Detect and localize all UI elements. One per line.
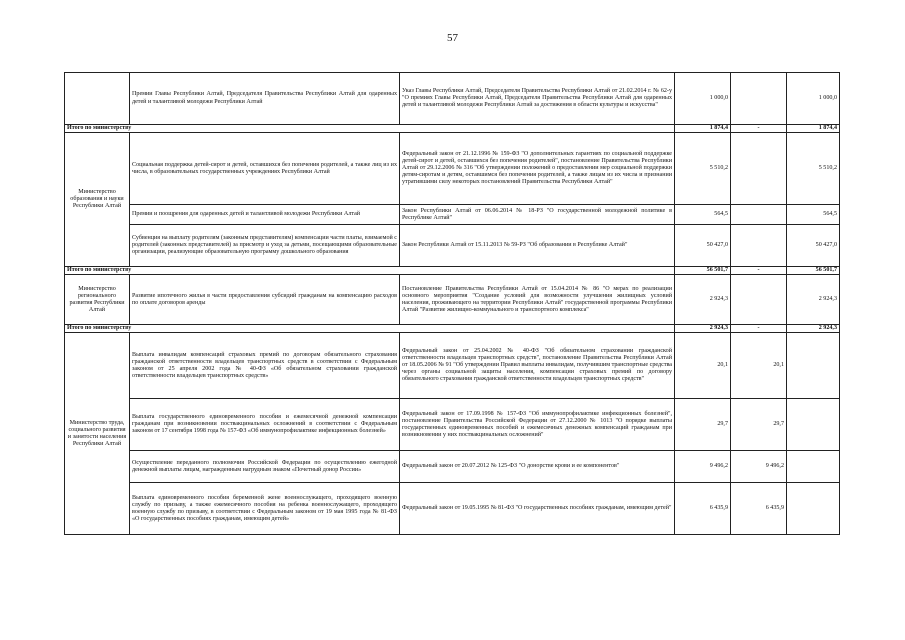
table-row xyxy=(65,133,840,205)
total-amount-cell: 29,7 xyxy=(675,399,731,451)
total-amount-cell: 2 924,3 xyxy=(675,275,731,325)
table-row xyxy=(65,225,840,267)
purpose-cell: Премии и поощрения для одаренных детей и талантливой молодежи Республики Алтай xyxy=(130,205,400,225)
legal-basis-cell: Указ Главы Республики Алтай, Председателя Правительства Республики Алтай от 21.02.2014 г. № 62-у "О премиях Главы Республики Алтай, Председателя Правительства Республики Алтай для одаренных детей и талантливой молодежи Республики Алтай за достижения в области культуры и искусства" xyxy=(400,73,675,125)
total-amount-cell: 1 000,0 xyxy=(675,73,731,125)
purpose-cell: Субвенция на выплату родителям (законным представителям) компенсации части платы, взимаемой с родителей (законных представителей) за присмотр и уход за детьми, посещающими образовательные организации, реализующие образовательную программу дошкольного образования xyxy=(130,225,400,267)
table-row xyxy=(65,451,840,483)
table-row xyxy=(65,205,840,225)
legal-basis-cell: Федеральный закон от 19.05.1995 № 81-ФЗ "О государственных пособиях гражданам, имеющим детей" xyxy=(400,483,675,535)
ministry-cell: Министерство труда, социального развития и занятости населения Республики Алтай xyxy=(65,333,130,535)
legal-basis-cell: Закон Республики Алтай от 15.11.2013 № 59-РЗ "Об образовании в Республике Алтай" xyxy=(400,225,675,267)
subtotal-row xyxy=(65,325,840,333)
federal-amount-cell xyxy=(731,205,787,225)
federal-amount-cell: 6 435,9 xyxy=(731,483,787,535)
federal-amount-cell xyxy=(731,73,787,125)
subtotal-federal: - xyxy=(731,267,787,275)
purpose-cell: Социальная поддержка детей-сирот и детей, оставшихся без попечения родителей, а также лиц из их числа, в образовательных государственных учреждениях Республики Алтай xyxy=(130,133,400,205)
purpose-cell: Выплата инвалидам компенсаций страховых премий по договорам обязательного страхования гражданской ответственности владельцев транспортных средств в соответствии с Федеральным законом от 25 апреля 2002 года № 40-ФЗ «Об обязательном страховании гражданской ответственности владельцев транспортных средств» xyxy=(130,333,400,399)
total-amount-cell: 564,5 xyxy=(675,205,731,225)
legal-basis-cell: Федеральный закон от 20.07.2012 № 125-ФЗ "О донорстве крови и ее компонентов" xyxy=(400,451,675,483)
legal-basis-cell: Федеральный закон от 17.09.1998 № 157-ФЗ "Об иммунопрофилактике инфекционных болезней", постановление Правительства Российской Федерации от 27.12.2000 № 1013 "О порядке выплаты государственных единовременных пособий и ежемесячных денежных компенсаций гражданам при возникновении у них поствакцинальных осложнений" xyxy=(400,399,675,451)
purpose-cell: Премии Главы Республики Алтай, Председателя Правительства Республики Алтай для одаренных детей и талантливой молодежи Республики Алтай xyxy=(130,73,400,125)
total-amount-cell: 20,1 xyxy=(675,333,731,399)
table-row xyxy=(65,73,840,125)
subtotal-federal: - xyxy=(731,125,787,133)
regional-amount-cell: 5 510,2 xyxy=(787,133,840,205)
subtotal-total: 2 924,3 xyxy=(675,325,731,333)
subtotal-regional: 56 501,7 xyxy=(787,267,840,275)
total-amount-cell: 9 496,2 xyxy=(675,451,731,483)
regional-amount-cell xyxy=(787,333,840,399)
regional-amount-cell xyxy=(787,399,840,451)
table-row xyxy=(65,399,840,451)
total-amount-cell: 6 435,9 xyxy=(675,483,731,535)
regional-amount-cell: 1 000,0 xyxy=(787,73,840,125)
federal-amount-cell xyxy=(731,225,787,267)
purpose-cell: Осуществление переданного полномочия Российской Федерации по осуществлению ежегодной денежной выплаты лицам, награжденным нагрудным знаком «Почетный донор России» xyxy=(130,451,400,483)
federal-amount-cell xyxy=(731,133,787,205)
federal-amount-cell: 20,1 xyxy=(731,333,787,399)
federal-amount-cell: 9 496,2 xyxy=(731,451,787,483)
legal-basis-cell: Федеральный закон от 21.12.1996 № 159-ФЗ "О дополнительных гарантиях по социальной поддержке детей-сирот и детей, оставшихся без попечения родителей", постановление Правительства Республики Алтай от 29.12.2006 № 316 "Об утверждении положений о предоставлении мер социальной поддержки детям-сиротам и детям, оставшимся без попечения родителей, а также лицам из их числа и признании утратившими силу некоторых постановлений Правительства Республики Алтай" xyxy=(400,133,675,205)
subtotal-regional: 1 874,4 xyxy=(787,125,840,133)
ministry-cell: Министерство образования и науки Республики Алтай xyxy=(65,133,130,267)
table-row xyxy=(65,483,840,535)
subtotal-label: Итого по министерству xyxy=(65,267,675,275)
purpose-cell: Выплата единовременного пособия беременной жене военнослужащего, проходящего военную службу по призыву, а также ежемесячного пособия на ребенка военнослужащего, проходящего военную службу по призыву, в соответствии с Федеральным законом от 19 мая 1995 года № 81-ФЗ «О государственных пособиях гражданам, имеющим детей» xyxy=(130,483,400,535)
subtotal-federal: - xyxy=(731,325,787,333)
federal-amount-cell: 29,7 xyxy=(731,399,787,451)
ministry-cell xyxy=(65,73,130,125)
subtotal-label: Итого по министерству xyxy=(65,125,675,133)
regional-amount-cell xyxy=(787,451,840,483)
subtotal-total: 56 501,7 xyxy=(675,267,731,275)
legal-basis-cell: Постановление Правительства Республики Алтай от 15.04.2014 № 86 "О мерах по реализации основного мероприятия "Создание условий для возможности улучшения жилищных условий населения, проживающего на территории Республики Алтай" государственной программы Республики Алтай "Развитие жилищно-коммунального и транспортного комплекса" xyxy=(400,275,675,325)
regional-amount-cell: 2 924,3 xyxy=(787,275,840,325)
subtotal-total: 1 874,4 xyxy=(675,125,731,133)
subtotal-regional: 2 924,3 xyxy=(787,325,840,333)
federal-amount-cell xyxy=(731,275,787,325)
purpose-cell: Выплата государственного единовременного пособия и ежемесячной денежной компенсации гражданам при возникновении поствакцинальных осложнений в соответствии с Федеральным законом от 17 сентября 1998 года № 157-ФЗ «Об иммунопрофилактике инфекционных болезней» xyxy=(130,399,400,451)
subtotal-row xyxy=(65,125,840,133)
regional-amount-cell xyxy=(787,483,840,535)
ministry-cell: Министерство регионального развития Республики Алтай xyxy=(65,275,130,325)
purpose-cell: Развитие ипотечного жилья в части предоставления субсидий гражданам на компенсацию расходов по оплате договоров аренды xyxy=(130,275,400,325)
table-row xyxy=(65,333,840,399)
subtotal-row xyxy=(65,267,840,275)
budget-table xyxy=(64,72,840,535)
legal-basis-cell: Федеральный закон от 25.04.2002 № 40-ФЗ "Об обязательном страховании гражданской ответственности владельцев транспортных средств", постановление Правительства Республики Алтай от 18.05.2006 № 91 "Об утверждении Правил выплаты инвалидам, получившим транспортные средства через органы социальной защиты населения, компенсации страховых премий по договору обязательного страхования гражданской ответственности владельцев транспортных средств" xyxy=(400,333,675,399)
regional-amount-cell: 50 427,0 xyxy=(787,225,840,267)
total-amount-cell: 5 510,2 xyxy=(675,133,731,205)
page-number: 57 xyxy=(447,32,458,44)
total-amount-cell: 50 427,0 xyxy=(675,225,731,267)
regional-amount-cell: 564,5 xyxy=(787,205,840,225)
table-row xyxy=(65,275,840,325)
legal-basis-cell: Закон Республики Алтай от 06.06.2014 № 18-РЗ "О государственной молодежной политике в Республике Алтай" xyxy=(400,205,675,225)
subtotal-label: Итого по министерству xyxy=(65,325,675,333)
